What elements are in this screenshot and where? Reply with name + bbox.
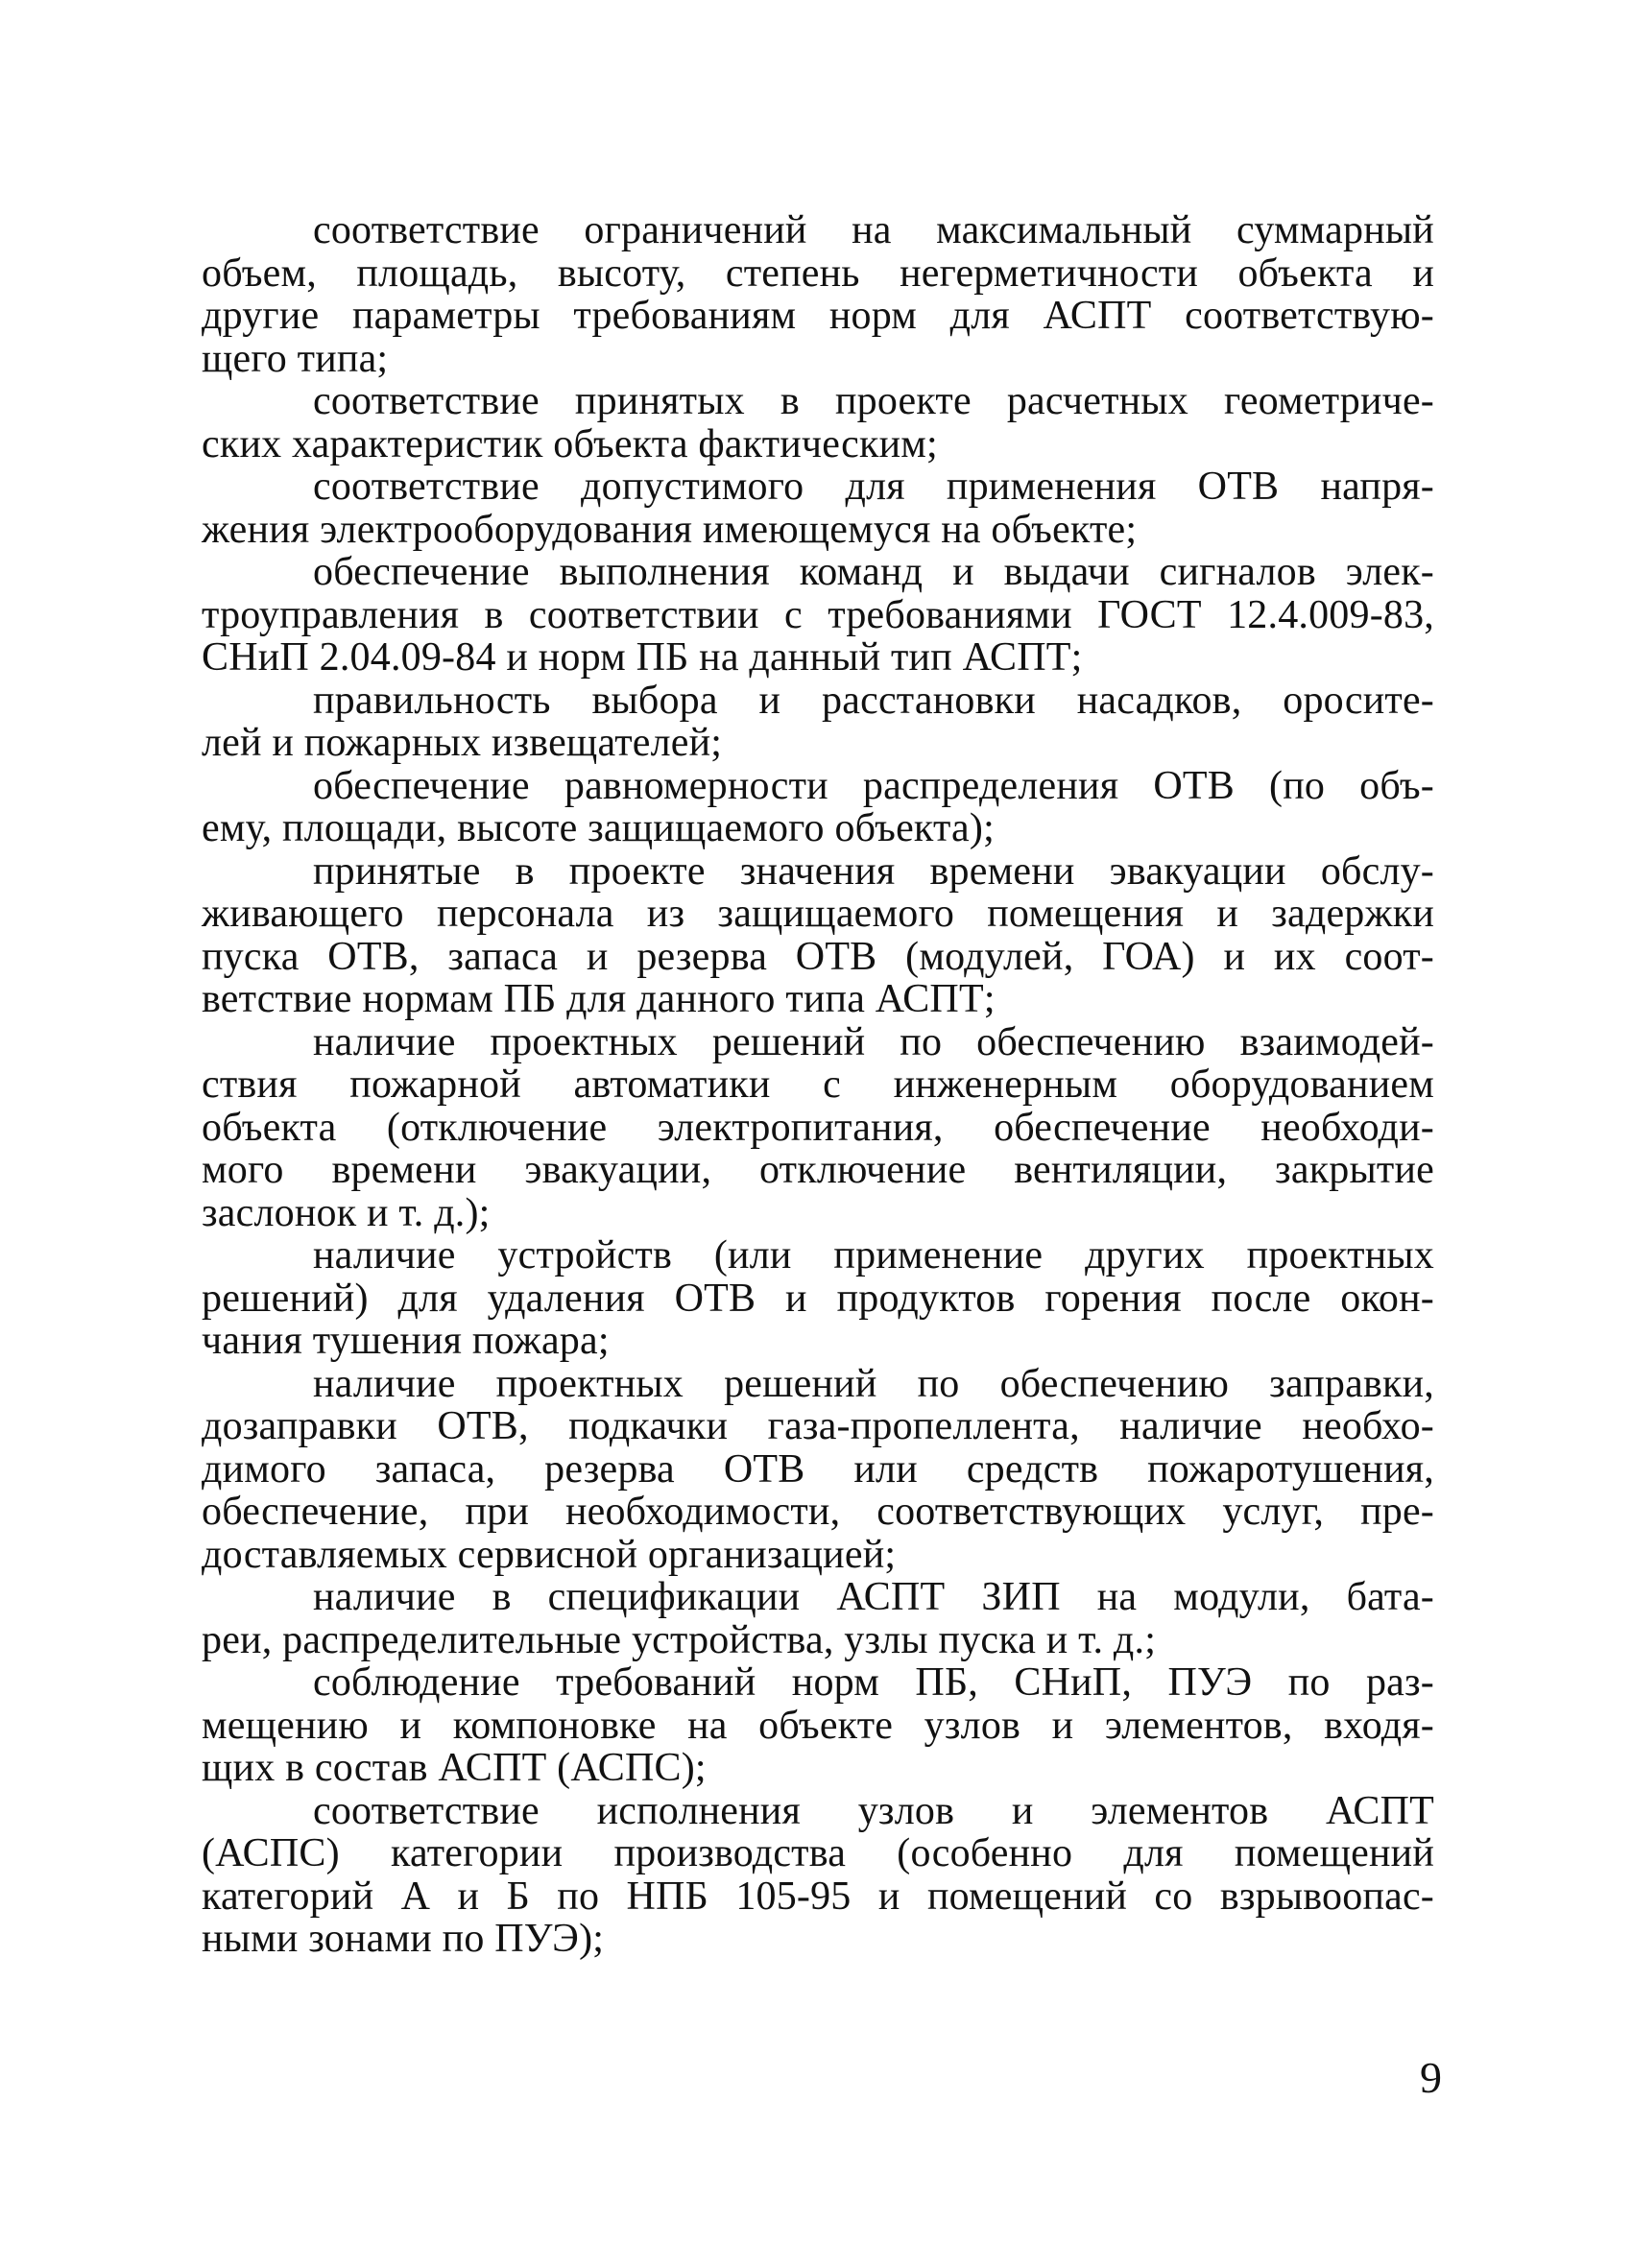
text-line: (АСПС) категории производства (особенно для помещений (202, 1831, 1434, 1875)
text-line: СНиП 2.04.09-84 и норм ПБ на данный тип АСПТ; (202, 635, 1083, 680)
list-item (202, 1021, 1434, 1235)
text-line: троуправления в соответствии с требованиями ГОСТ 12.4.009-83, (202, 592, 1434, 637)
text-line: обеспечение выполнения команд и выдачи сигналов элек- (313, 550, 1434, 594)
text-line: наличие проектных решений по обеспечению заправки, (313, 1361, 1434, 1406)
text-line: заслонок и т. д.); (202, 1190, 491, 1235)
text-line: соответствие ограничений на максимальный суммарный (313, 208, 1434, 252)
list-item (202, 850, 1434, 1021)
text-line: наличие проектных решений по обеспечению взаимодей- (313, 1019, 1434, 1064)
body-text (202, 209, 1434, 1961)
text-line: ветствие нормам ПБ для данного типа АСПТ; (202, 977, 996, 1021)
text-line: чания тушения пожара; (202, 1319, 610, 1363)
list-item (202, 466, 1434, 551)
text-line: соответствие допустимого для применения ОТВ напря- (313, 465, 1434, 509)
text-line: щих в состав АСПТ (АСПС); (202, 1746, 707, 1790)
text-line: ствия пожарной автоматики с инженерным оборудованием (202, 1062, 1434, 1107)
text-line: соответствие исполнения узлов и элементов АСПТ (313, 1788, 1434, 1833)
list-item (202, 551, 1434, 680)
list-item (202, 380, 1434, 466)
text-line: ему, площади, высоте защищаемого объекта); (202, 806, 995, 850)
text-line: решений) для удаления ОТВ и продуктов горения после окон- (202, 1276, 1434, 1321)
list-item (202, 1576, 1434, 1661)
text-line: наличие устройств (или применение других проектных (313, 1233, 1434, 1277)
list-item (202, 209, 1434, 380)
list-item (202, 1661, 1434, 1790)
text-line: пуска ОТВ, запаса и резерва ОТВ (модулей, ГОА) и их соот- (202, 934, 1434, 979)
text-line: наличие в спецификации АСПТ ЗИП на модули, бата- (313, 1575, 1434, 1619)
text-line: живающего персонала из защищаемого помещения и задержки (202, 892, 1434, 936)
text-line: мещению и компоновке на объекте узлов и элементов, входя- (202, 1703, 1434, 1748)
text-line: ными зонами по ПУЭ); (202, 1917, 605, 1961)
list-item (202, 1363, 1434, 1577)
list-item (202, 1234, 1434, 1363)
text-line: ских характеристик объекта фактическим; (202, 421, 938, 466)
text-line: объекта (отключение электропитания, обеспечение необходи- (202, 1105, 1434, 1150)
text-line: принятые в проекте значения времени эвакуации обслу- (313, 848, 1434, 894)
text-line: соблюдение требований норм ПБ, СНиП, ПУЭ по раз- (313, 1660, 1434, 1705)
text-line: лей и пожарных извещателей; (202, 721, 723, 765)
list-item (202, 680, 1434, 765)
text-line: димого запаса, резерва ОТВ или средств пожаротушения, (202, 1446, 1434, 1492)
page-number: 9 (1420, 2053, 1442, 2102)
text-line: обеспечение равномерности распределения ОТВ (по объ- (313, 763, 1434, 808)
text-line: щего типа; (202, 336, 389, 381)
text-line: реи, распределительные устройства, узлы пуска и т. д.; (202, 1617, 1157, 1662)
text-line: объем, площадь, высоту, степень негерметичности объекта и (202, 251, 1434, 296)
list-item (202, 765, 1434, 850)
text-line: доставляемых сервисной организацией; (202, 1532, 897, 1577)
text-line: жения электрооборудования имеющемуся на объекте; (202, 507, 1138, 552)
text-line: мого времени эвакуации, отключение вентиляции, закрытие (202, 1148, 1434, 1192)
text-line: соответствие принятых в проекте расчетных геометриче- (313, 379, 1434, 423)
list-item (202, 1790, 1434, 1961)
text-line: обеспечение, при необходимости, соответствующих услуг, пре- (202, 1490, 1434, 1534)
text-line: другие параметры требованиям норм для АСПТ соответствую- (202, 294, 1434, 338)
text-line: категорий А и Б по НПБ 105-95 и помещений со взрывоопас- (202, 1874, 1434, 1919)
text-line: дозаправки ОТВ, подкачки газа-пропеллента, наличие необхо- (202, 1404, 1434, 1448)
text-line: правильность выбора и расстановки насадков, оросите- (313, 678, 1434, 723)
